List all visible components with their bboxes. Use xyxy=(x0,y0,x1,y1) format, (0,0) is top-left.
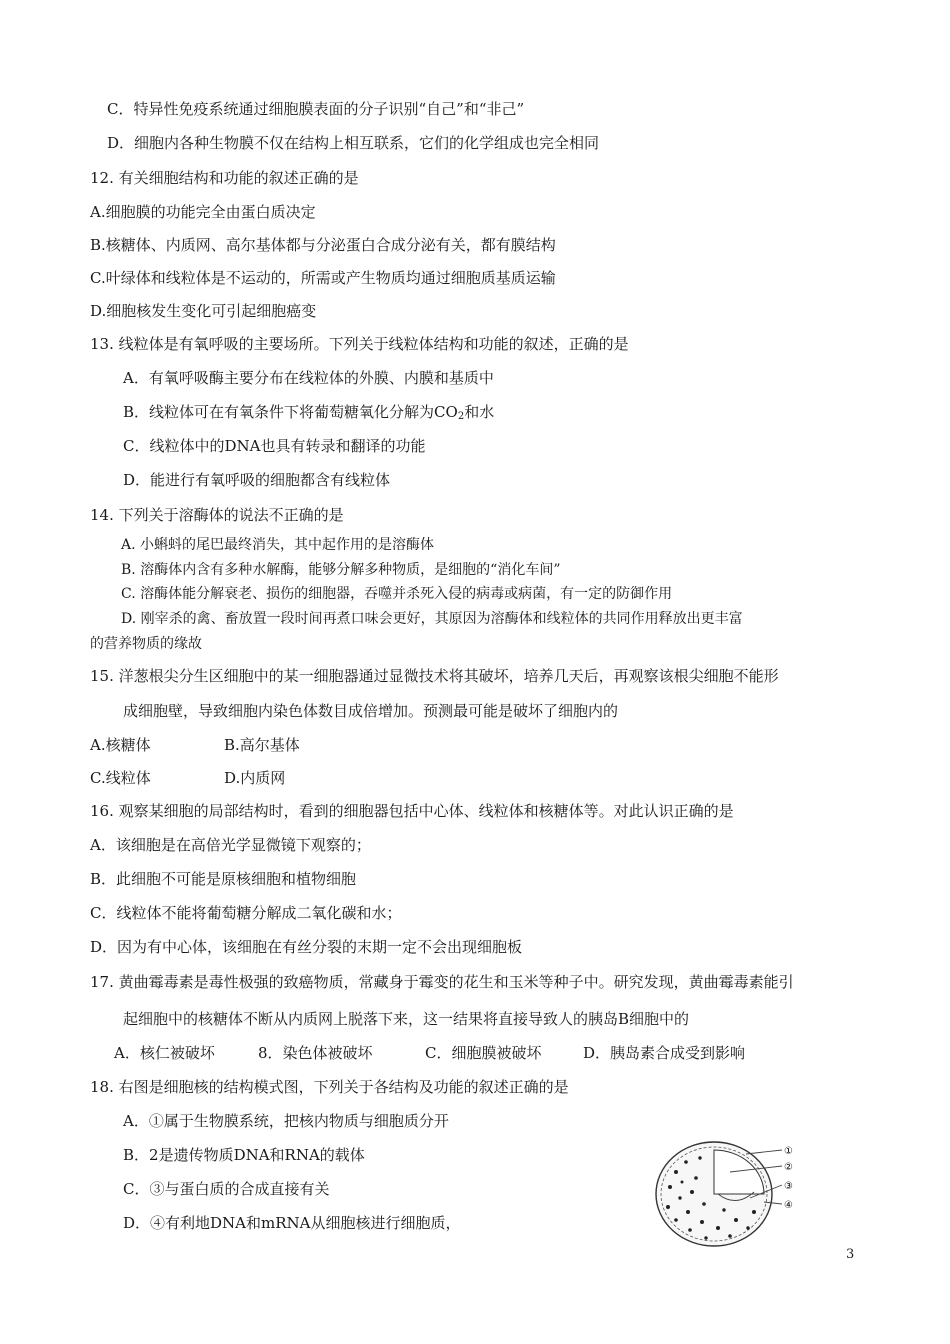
q14-stem: 14. 下列关于溶酶体的说法不正确的是 xyxy=(90,506,344,524)
q18-option-b: B．2是遗传物质DNA和RNA的载体 xyxy=(123,1146,365,1164)
q13-stem: 13. 线粒体是有氧呼吸的主要场所。下列关于线粒体结构和功能的叙述，正确的是 xyxy=(90,335,629,353)
q17-stem: 17. 黄曲霉毒素是毒性极强的致癌物质，常藏身于霉变的花生和玉米等种子中。研究发现，黄曲霉毒素能引 xyxy=(90,973,794,991)
q12-option-b: B.核糖体、内质网、高尔基体都与分泌蛋白合成分泌有关，都有膜结构 xyxy=(90,236,556,254)
q11-option-d: D．细胞内各种生物膜不仅在结构上相互联系，它们的化学组成也完全相同 xyxy=(107,134,600,152)
q18-stem: 18. 右图是细胞核的结构模式图，下列关于各结构及功能的叙述正确的是 xyxy=(90,1078,569,1096)
q15-option-b: B.高尔基体 xyxy=(224,736,300,754)
q12-stem: 12. 有关细胞结构和功能的叙述正确的是 xyxy=(90,169,359,187)
nucleus-structure-figure xyxy=(646,1132,806,1252)
q16-option-d: D．因为有中心体，该细胞在有丝分裂的末期一定不会出现细胞板 xyxy=(90,938,523,956)
q18-option-a: A．①属于生物膜系统，把核内物质与细胞质分开 xyxy=(123,1112,449,1130)
figure-label-1: ① xyxy=(784,1146,793,1157)
q13-option-b-tail: 和水 xyxy=(464,403,495,421)
q17-option-c: C．细胞膜被破坏 xyxy=(425,1044,542,1062)
q16-option-c: C．线粒体不能将葡萄糖分解成二氧化碳和水； xyxy=(90,904,402,922)
q18-option-c: C．③与蛋白质的合成直接有关 xyxy=(123,1180,330,1198)
q17-option-b: 8．染色体被破坏 xyxy=(258,1044,373,1062)
q15-option-a: A.核糖体 xyxy=(90,736,151,754)
q12-option-d: D.细胞核发生变化可引起细胞癌变 xyxy=(90,302,317,320)
q13-option-b-text: B．线粒体可在有氧条件下将葡萄糖氧化分解为CO xyxy=(123,403,458,421)
q14-option-d-continued: 的营养物质的缘故 xyxy=(90,636,202,652)
nucleus-body xyxy=(656,1142,772,1246)
q13-option-b xyxy=(123,402,494,422)
q15-option-c: C.线粒体 xyxy=(90,769,151,787)
q16-option-b: B．此细胞不可能是原核细胞和植物细胞 xyxy=(90,870,357,888)
figure-label-3: ③ xyxy=(784,1181,793,1192)
q14-option-b: B. 溶酶体内含有多种水解酶，能够分解多种物质，是细胞的“消化车间” xyxy=(121,562,561,578)
q13-option-a: A．有氧呼吸酶主要分布在线粒体的外膜、内膜和基质中 xyxy=(123,369,494,387)
q12-option-c: C.叶绿体和线粒体是不运动的，所需或产生物质均通过细胞质基质运输 xyxy=(90,269,556,287)
q16-stem: 16. 观察某细胞的局部结构时，看到的细胞器包括中心体、线粒体和核糖体等。对此认识正确的是 xyxy=(90,802,734,820)
q15-option-d: D.内质网 xyxy=(224,769,286,787)
q18-option-d: D．④有利地DNA和mRNA从细胞核进行细胞质， xyxy=(123,1214,461,1232)
figure-label-4: ④ xyxy=(784,1200,793,1211)
q15-stem-continued: 成细胞壁，导致细胞内染色体数目成倍增加。预测最可能是破坏了细胞内的 xyxy=(123,702,619,720)
q14-option-d: D. 刚宰杀的禽、畜放置一段时间再煮口味会更好，其原因为溶酶体和线粒体的共同作用释放出更丰富 xyxy=(121,611,743,627)
q14-option-c: C. 溶酶体能分解衰老、损伤的细胞器，吞噬并杀死入侵的病毒或病菌，有一定的防御作用 xyxy=(121,586,673,602)
q11-option-c: C．特异性免疫系统通过细胞膜表面的分子识别“自己”和“非己” xyxy=(107,100,525,118)
q14-option-a: A. 小蝌蚪的尾巴最终消失，其中起作用的是溶酶体 xyxy=(121,537,435,553)
q17-option-d: D．胰岛素合成受到影响 xyxy=(583,1044,746,1062)
q17-option-a: A．核仁被破坏 xyxy=(114,1044,215,1062)
q13-option-d: D．能进行有氧呼吸的细胞都含有线粒体 xyxy=(123,471,391,489)
q17-stem-continued: 起细胞中的核糖体不断从内质网上脱落下来，这一结果将直接导致人的胰岛B细胞中的 xyxy=(123,1010,690,1028)
q12-option-a: A.细胞膜的功能完全由蛋白质决定 xyxy=(90,203,316,221)
page-number: 3 xyxy=(846,1247,855,1262)
q15-stem: 15. 洋葱根尖分生区细胞中的某一细胞器通过显微技术将其破坏，培养几天后，再观察该根尖细胞不能形 xyxy=(90,667,779,685)
figure-label-2: ② xyxy=(784,1162,793,1173)
q13-option-b-subscript: 2 xyxy=(457,411,465,422)
q13-option-c: C．线粒体中的DNA也具有转录和翻译的功能 xyxy=(123,437,426,455)
q16-option-a: A．该细胞是在高倍光学显微镜下观察的； xyxy=(90,836,371,854)
